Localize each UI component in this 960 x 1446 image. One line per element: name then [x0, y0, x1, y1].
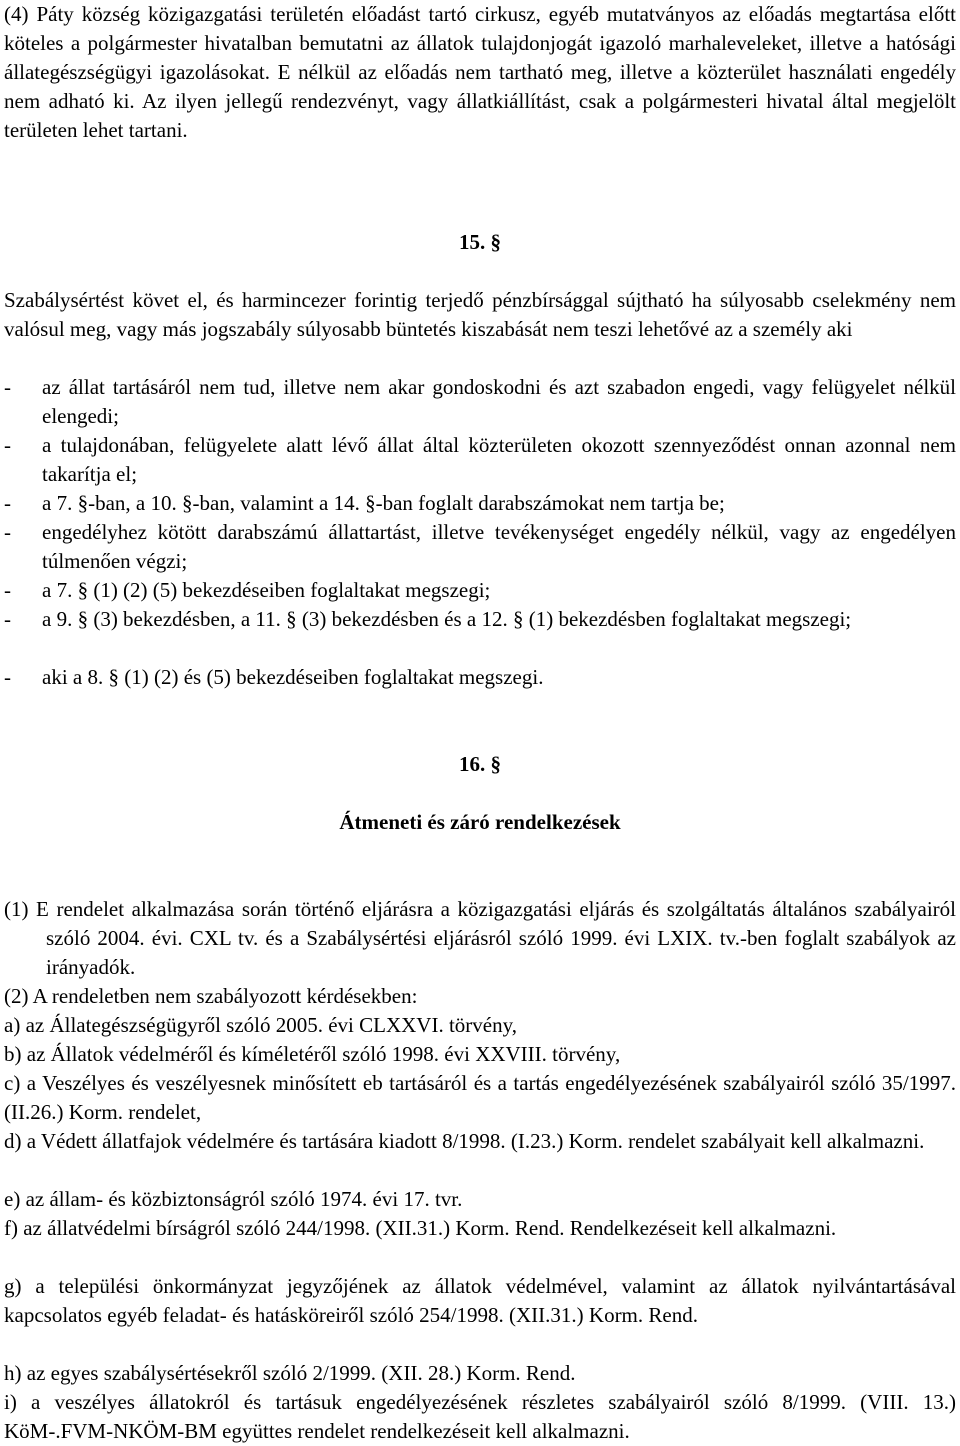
list-item	[4, 663, 956, 692]
section-15-lead: Szabálysértést követ el, és harmincezer forintig terjedő pénzbírsággal sújtható ha súlyosabb cselekmény nem valósul meg, vagy más jogszabály súlyosabb büntetés kiszabását nem teszi lehetővé az a személy aki	[4, 288, 956, 341]
section-16-title: Átmeneti és záró rendelkezések	[339, 810, 621, 834]
list-dash: -	[4, 433, 11, 457]
list-item	[4, 431, 956, 489]
list-item-text: a 9. § (3) bekezdésben, a 11. § (3) bekezdésben és a 12. § (1) bekezdésben foglaltakat megszegi;	[42, 607, 852, 631]
list-dash: -	[4, 578, 11, 602]
law-item-a: a) az Állategészségügyről szóló 2005. évi CLXXVI. törvény,	[4, 1013, 517, 1037]
list-item	[4, 489, 956, 518]
law-item-b: b) az Állatok védelméről és kíméletéről szóló 1998. évi XXVIII. törvény,	[4, 1042, 621, 1066]
law-item-f: f) az állatvédelmi bírságról szóló 244/1998. (XII.31.) Korm. Rend. Rendelkezéseit kell alkalmazni.	[4, 1216, 837, 1240]
list-item	[4, 373, 956, 431]
list-item-text: aki a 8. § (1) (2) és (5) bekezdéseiben foglaltakat megszegi.	[42, 665, 544, 689]
law-item-i: i) a veszélyes állatokról és tartásuk engedélyezésének részletes szabályairól szóló 8/1999. (VIII. 13.) KöM-.FVM-NKÖM-BM együttes rendelet rendelkezéseit kell alkalmazni.	[4, 1390, 956, 1443]
paragraph-4: (4) Páty község közigazgatási területén előadást tartó cirkusz, egyéb mutatványos az előadás megtartása előtt köteles a polgármester hivatalban bemutatni az állatok tulajdonjogát igazoló marhaleveleket, illetve a hatósági állategészségügyi igazolásokat. E nélkül az előadás nem tartható meg, illetve a közterület használati engedély nem adható ki. Az ilyen jellegű rendezvényt, vagy állatkiállítást, csak a polgármesteri hivatal által megjelölt területen lehet tartani.	[4, 2, 956, 142]
list-item-text: a 7. §-ban, a 10. §-ban, valamint a 14. §-ban foglalt darabszámokat nem tartja be;	[42, 491, 725, 515]
list-item-text: az állat tartásáról nem tud, illetve nem akar gondoskodni és azt szabadon engedi, vagy felügyelet nélkül elengedi;	[42, 375, 956, 428]
list-dash: -	[4, 375, 11, 399]
list-item-text: a 7. § (1) (2) (5) bekezdéseiben foglaltakat megszegi;	[42, 578, 491, 602]
list-dash: -	[4, 491, 11, 515]
list-item	[4, 576, 956, 605]
section-16-heading: 16. §	[459, 752, 501, 776]
list-item-text: engedélyhez kötött darabszámú állattartást, illetve tevékenységet engedély nélkül, vagy az engedélyen túlmenően végzi;	[42, 520, 956, 573]
section-16-paragraph-2: (2) A rendeletben nem szabályozott kérdésekben:	[4, 984, 418, 1008]
list-dash: -	[4, 520, 11, 544]
law-item-g: g) a települési önkormányzat jegyzőjének az állatok védelmével, valamint az állatok nyilvántartásával kapcsolatos egyéb feladat- és hatásköreiről szóló 254/1998. (XII.31.) Korm. Rend.	[4, 1274, 956, 1327]
list-item	[4, 518, 956, 576]
law-item-c: c) a Veszélyes és veszélyesnek minősített eb tartásáról és a tartás engedélyezésének szabályairól szóló 35/1997. (II.26.) Korm. rendelet,	[4, 1071, 956, 1124]
section-15-heading: 15. §	[459, 230, 501, 254]
list-dash: -	[4, 665, 11, 689]
section-16-paragraph-1: (1) E rendelet alkalmazása során történő eljárásra a közigazgatási eljárás és szolgáltatás általános szabályairól szóló 2004. évi. CXL tv. és a Szabálysértési eljárásról szóló 1999. évi LXIX. tv.-ben foglalt szabályok az irányadók.	[4, 897, 956, 979]
list-item-text: a tulajdonában, felügyelete alatt lévő állat által közterületen okozott szennyeződést onnan azonnal nem takarítja el;	[42, 433, 956, 486]
list-item	[4, 605, 956, 634]
law-item-d: d) a Védett állatfajok védelmére és tartására kiadott 8/1998. (I.23.) Korm. rendelet szabályait kell alkalmazni.	[4, 1129, 925, 1153]
law-item-h: h) az egyes szabálysértésekről szóló 2/1999. (XII. 28.) Korm. Rend.	[4, 1361, 576, 1385]
law-item-e: e) az állam- és közbiztonságról szóló 1974. évi 17. tvr.	[4, 1187, 463, 1211]
list-dash: -	[4, 607, 11, 631]
